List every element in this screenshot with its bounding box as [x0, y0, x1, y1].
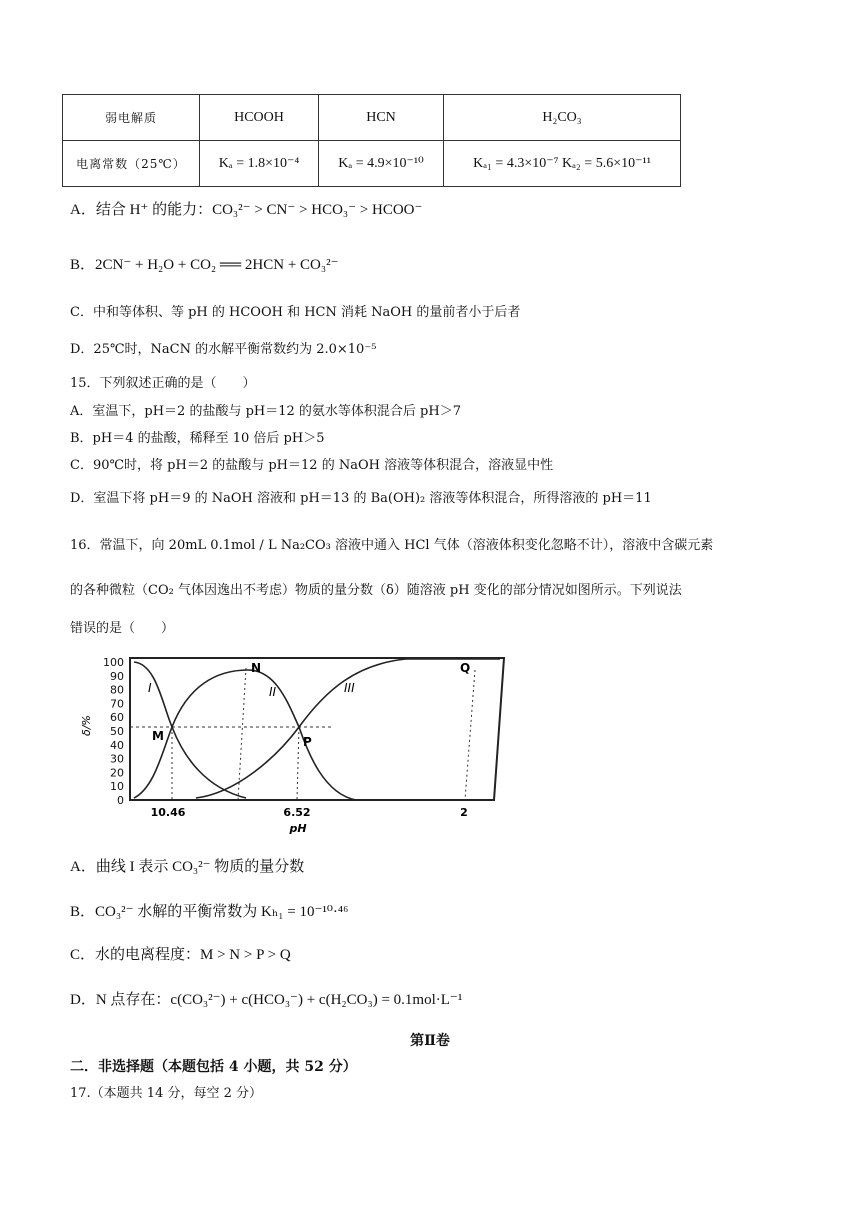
- table-cell-h2co3-k: Kₐ₁ = 4.3×10⁻⁷ Kₐ₂ = 5.6×10⁻¹¹: [444, 141, 681, 187]
- x-tick-2: 2: [460, 806, 468, 819]
- q16-stem-line3: 错误的是（ ）: [70, 621, 175, 636]
- y-tick-50: 50: [110, 725, 124, 738]
- q16-option-b: B．CO₃²⁻ 水解的平衡常数为 Kₕ₁ = 10⁻¹⁰·⁴⁶: [70, 904, 349, 920]
- y-tick-100: 100: [103, 656, 124, 669]
- q15-option-a: A．室温下，pH＝2 的盐酸与 pH＝12 的氨水等体积混合后 pH＞7: [70, 404, 461, 419]
- curve-label-i: I: [148, 681, 152, 695]
- q14-option-c: C．中和等体积、等 pH 的 HCOOH 和 HCN 消耗 NaOH 的量前者小于后者: [70, 305, 521, 320]
- x-tick-6-52: 6.52: [283, 806, 311, 819]
- chart-xlabel: pH: [289, 822, 307, 835]
- q15-option-d: D．室温下将 pH＝9 的 NaOH 溶液和 pH＝13 的 Ba(OH)₂ 溶液等体积混合，所得溶液的 pH＝11: [70, 491, 652, 506]
- curve-iii: [196, 659, 500, 798]
- part-title: 第Ⅱ卷: [410, 1033, 450, 1049]
- curve-label-iii: III: [344, 681, 355, 695]
- curve-label-ii: II: [269, 685, 277, 699]
- q16-stem-line2: 的各种微粒（CO₂ 气体因逸出不考虑）物质的量分数（δ）随溶液 pH 变化的部分情况如图所示。下列说法: [70, 583, 682, 598]
- chart-frame: [130, 658, 504, 800]
- table-header-h2co3: H₂CO₃: [444, 95, 681, 141]
- point-n: N: [251, 661, 262, 675]
- y-tick-70: 70: [110, 697, 124, 711]
- y-tick-0: 0: [117, 794, 124, 807]
- x-tick-10-46: 10.46: [150, 806, 186, 819]
- y-tick-40: 40: [110, 738, 124, 752]
- q15-option-c: C．90℃时，将 pH＝2 的盐酸与 pH＝12 的 NaOH 溶液等体积混合，溶液显中性: [70, 458, 554, 473]
- table-row-label: 电离常数（25℃）: [63, 141, 200, 187]
- chart-ylabel: δ/%: [80, 715, 93, 736]
- y-tick-20: 20: [110, 766, 124, 780]
- y-tick-60: 60: [110, 711, 124, 725]
- table-header-hcn: HCN: [319, 95, 444, 141]
- q14-option-a: A．结合 H⁺ 的能力：CO₃²⁻ > CN⁻ > HCO₃⁻ > HCOO⁻: [70, 202, 423, 218]
- q14-option-b: B．2CN⁻ + H₂O + CO₂ ══ 2HCN + CO₃²⁻: [70, 257, 339, 273]
- table-header-label: 弱电解质: [63, 95, 200, 141]
- q14-option-d: D．25℃时，NaCN 的水解平衡常数约为 2.0×10⁻⁵: [70, 342, 377, 357]
- chart-dashed-p: [297, 727, 299, 800]
- point-q: Q: [460, 661, 471, 675]
- table-cell-hcooh-k: Kₐ = 1.8×10⁻⁴: [200, 141, 319, 187]
- q16-option-d: D．N 点存在：c(CO₃²⁻) + c(HCO₃⁻) + c(H₂CO₃) = 0.1mol·L⁻¹: [70, 992, 463, 1008]
- y-tick-10: 10: [110, 780, 124, 794]
- q15-stem: 15．下列叙述正确的是（ ）: [70, 376, 256, 391]
- y-tick-90: 90: [110, 669, 124, 683]
- y-tick-30: 30: [110, 752, 124, 766]
- table-header-hcooh: HCOOH: [200, 95, 319, 141]
- q16-stem-line1: 16．常温下，向 20mL 0.1mol / L Na₂CO₃ 溶液中通入 HCl 气体（溶液体积变化忽略不计），溶液中含碳元素: [70, 538, 714, 553]
- q16-option-c: C．水的电离程度：M > N > P > Q: [70, 947, 291, 963]
- q17-stem: 17.（本题共 14 分，每空 2 分）: [70, 1086, 263, 1101]
- distribution-fraction-chart: [76, 648, 516, 838]
- y-tick-80: 80: [110, 683, 124, 697]
- q15-option-b: B．pH＝4 的盐酸，稀释至 10 倍后 pH＞5: [70, 431, 325, 446]
- q16-option-a: A．曲线 I 表示 CO₃²⁻ 物质的量分数: [70, 859, 305, 875]
- table-cell-hcn-k: Kₐ = 4.9×10⁻¹⁰: [319, 141, 444, 187]
- section-title: 二．非选择题（本题包括 4 小题，共 52 分）: [70, 1059, 357, 1075]
- ionization-constant-table: [62, 94, 681, 187]
- chart-dashed-q: [465, 670, 475, 800]
- point-m: M: [152, 729, 164, 743]
- point-p: P: [303, 735, 312, 749]
